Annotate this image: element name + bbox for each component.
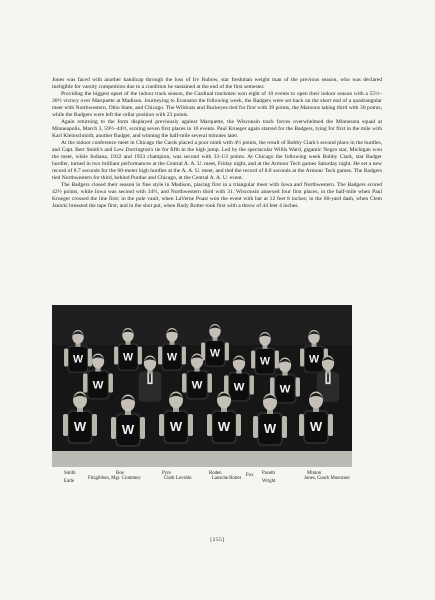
jersey-letter-17: W (309, 419, 323, 434)
arm-left-5 (300, 348, 304, 366)
caption-bottom-6: Wright (262, 479, 276, 484)
paragraph-1: Jones was faced with another handicap through the loss of Irv Rubow, star freshman weight man of the previous season, who was declared ineligible for varsity competition due to a condition he sustained at the end of the first semester. (52, 77, 382, 90)
team-photo-drawing (52, 305, 352, 467)
jersey-letter-8: W (191, 379, 203, 392)
arm-right-0 (88, 348, 92, 366)
caption-top-4: Roden (209, 471, 222, 476)
arm-right-8 (208, 373, 212, 392)
photo-backdrop (52, 305, 352, 345)
arm-left-0 (64, 348, 68, 366)
tie-11 (327, 373, 329, 383)
paragraph-2: Providing the biggest upset of the indoor track season, the Cardinal trackmen won eight of 10 events to open their indoor season with a 55½–30½ victory over Marquette at Madison. Journeying to Evanston the following week, the Badgers were set back on the short end of a quadrangular meet with Northwestern, Ohio State, and Chicago. The Wildcats and Buckeyes tied for first with 39 points, the Maroons taking third with 30 points, while the Badgers were left the cellar position with 23 points. (52, 91, 382, 118)
arm-right-15 (236, 414, 241, 436)
paragraph-5: The Badgers closed their season in fine style in Madison, placing first in a triangular meet with Iowa and Northwestern. The Badgers scored 42½ points, while Iowa was second with 34½, and Northwestern third with 31. Wisconsin annexed four first places, in the half-mile when Paul Krueger crossed the line first; in the pole vault, when LaVerne Poast won the event with bar at 12 feet 8 inches; in the 60-yard dash, when Clem Janicki breasted the tape first; and in the shot put, when Rudy Rotter took first with a throw of 44 feet 4 inches. (52, 182, 382, 209)
page-number: [255] (210, 537, 225, 543)
arm-left-12 (63, 414, 68, 436)
caption-bottom-4: Lausche Rotter (212, 476, 242, 481)
caption-bottom-2: Fitzgibbon, Mgr. Crummey (88, 476, 141, 481)
caption-bottom-7: Jones, Coach Muenzner (304, 476, 350, 481)
arm-right-9 (250, 375, 254, 394)
jersey-letter-10: W (279, 383, 291, 396)
jersey-letter-9: W (233, 381, 245, 394)
photo-captions (52, 471, 352, 501)
paragraph-4: At the indoor conference meet in Chicago the Cards placed a poor ninth with 4½ points, the result of Bobby Clark's second place in the hurdles, and Capt. Bert Smith's and Lew Dorrington's tie for fifth in the high jump. Led by the spectacular Willis Ward, gigantic Negro star, Michigan won the meet, while Indiana, 1932 and 1933 champion, was second with 33-1/3 points. At Chicago the following week Bobby Clark, star Badger hurdler, turned in two brilliant performances at the Central A. A. U. meet, Friday night, and at the Armour Tech games Saturday night. He set a new record of 8.7 seconds for the 60-meter high hurdles at the A. A. U. meet, and tied the record of 8.8 seconds at the Armour Tech games. The Badgers tied Northwestern for third, behind Purdue and Chicago, at the Central A. A. U. event. (52, 140, 382, 181)
arm-right-10 (296, 377, 300, 396)
caption-top-5: Pacetti (262, 471, 276, 476)
arm-left-13 (111, 417, 116, 439)
caption-bottom-3: Clark Lovshin (164, 476, 192, 481)
team-photo (52, 305, 352, 467)
arm-right-17 (328, 414, 333, 436)
jersey-letter-12: W (73, 419, 87, 434)
arm-left-4 (251, 350, 255, 368)
article-text (52, 77, 382, 210)
jersey-letter-5: W (308, 353, 320, 366)
jersey-letter-1: W (122, 351, 134, 364)
arm-left-2 (158, 346, 162, 364)
jersey-letter-13: W (121, 422, 135, 437)
arm-left-6 (83, 373, 87, 392)
arm-right-1 (138, 346, 142, 364)
arm-right-16 (282, 416, 287, 438)
arm-right-14 (188, 414, 193, 436)
caption-bottom-5: Fox (246, 473, 254, 478)
jersey-letter-3: W (209, 347, 221, 360)
arm-left-17 (299, 414, 304, 436)
arm-left-14 (159, 414, 164, 436)
jersey-letter-4: W (259, 355, 271, 368)
jersey-letter-0: W (72, 353, 84, 366)
jersey-letter-15: W (217, 419, 231, 434)
arm-right-6 (109, 373, 113, 392)
caption-top-3: Pyre (162, 471, 171, 476)
jersey-letter-16: W (263, 421, 277, 436)
caption-top-2: Boe (116, 471, 124, 476)
arm-right-4 (275, 350, 279, 368)
tie-7 (149, 373, 151, 383)
caption-top-6: Minton (307, 471, 322, 476)
arm-left-16 (253, 416, 258, 438)
jersey-letter-2: W (166, 351, 178, 364)
jersey-letter-6: W (92, 379, 104, 392)
arm-right-12 (92, 414, 97, 436)
arm-left-8 (182, 373, 186, 392)
arm-right-3 (225, 342, 229, 360)
paragraph-3: Again returning to the form displayed previously against Marquette, the Wisconsin track forces overwhelmed the Minnesota squad at Minneapolis, March 3, 59½–44½, scoring seven first places in 10 events. Paul Krueger again starred for the Badgers, tying for first in the mile with Karl Kleinschmidt, another Badger, and winning the half-mile several minutes later. (52, 119, 382, 139)
caption-bottom-1: Earle (64, 479, 75, 484)
arm-right-2 (182, 346, 186, 364)
caption-top-1: Smith (64, 471, 76, 476)
arm-left-1 (114, 346, 118, 364)
jersey-letter-14: W (169, 419, 183, 434)
arm-right-13 (140, 417, 145, 439)
shorts-strip (52, 451, 352, 467)
arm-left-15 (207, 414, 212, 436)
